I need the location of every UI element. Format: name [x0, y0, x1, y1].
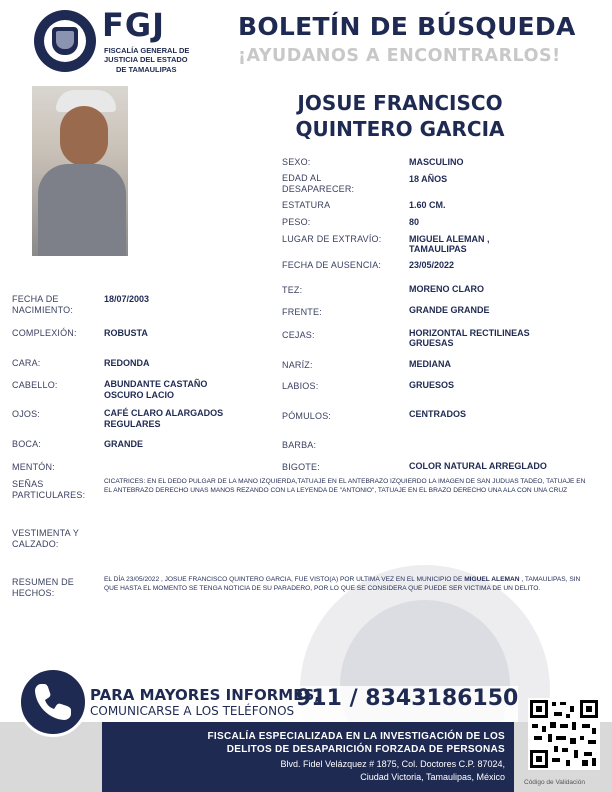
nariz-value: MEDIANA: [409, 359, 451, 369]
resumen-label-l2: HECHOS:: [12, 588, 55, 598]
footer-address-1: Blvd. Fidel Velázquez # 1875, Col. Doctores C.P. 87024,: [280, 759, 505, 769]
resumen-text-part2: MIGUEL ALEMAN: [464, 576, 520, 583]
cejas-label: CEJAS:: [282, 330, 315, 340]
tez-label: TEZ:: [282, 285, 303, 295]
person-name-line2: QUINTERO GARCIA: [295, 117, 505, 141]
cabello-value-l2: OSCURO LACIO: [104, 390, 175, 400]
edad-label-l2: DESAPARECER:: [282, 184, 355, 194]
nacimiento-value: 18/07/2003: [104, 294, 150, 304]
boca-label: BOCA:: [12, 439, 42, 449]
sexo-value: MASCULINO: [409, 157, 464, 167]
barba-label: BARBA:: [282, 440, 317, 450]
edad-value: 18 AÑOS: [409, 174, 448, 184]
fecha-ausencia-value: 23/05/2022: [409, 260, 455, 270]
complexion-value: ROBUSTA: [104, 328, 148, 338]
vestimenta-label-l1: VESTIMENTA Y: [12, 528, 80, 538]
senas-label-l1: SEÑAS: [12, 479, 44, 489]
pomulos-label: PÓMULOS:: [282, 411, 332, 421]
boca-value: GRANDE: [104, 439, 144, 449]
footer-line2: DELITOS DE DESAPARICIÓN FORZADA DE PERSONAS: [226, 744, 505, 755]
logo-sub-3: DE TAMAULIPAS: [116, 65, 177, 74]
resumen-text-part1: EL DÍA 23/05/2022 , JOSUE FRANCISCO QUINTERO GARCIA, FUE VISTO(A) POR ULTIMA VEZ EN EL MUNICIPIO DE: [104, 576, 465, 583]
tez-value: MORENO CLARO: [409, 284, 484, 294]
contact-line2: COMUNICARSE A LOS TELÉFONOS: [90, 704, 295, 718]
labios-label: LABIOS:: [282, 381, 319, 391]
frente-label: FRENTE:: [282, 307, 322, 317]
senas-text: CICATRICES: EN EL DEDO PULGAR DE LA MANO IZQUIERDA,TATUAJE EN EL ANTEBRAZO IZQUIERDO LA IMAGEN DE SAN JUDUAS TADEO, TATUAJE EN EL ANTEBRAZO DERECHO UNAS MANOS REZANDO CON LA LEYENDA DE "ANTONIO", TATUAJE EN EL BRAZO DERECHO UNA ALA CON UNA CRUZ: [104, 478, 586, 494]
ojos-value-l1: CAFÉ CLARO ALARGADOS: [104, 408, 224, 418]
cejas-value-l2: GRUESAS: [409, 338, 454, 348]
resumen-text: [104, 575, 586, 593]
qr-code: [528, 698, 600, 770]
logo-sub-2: JUSTICIA DEL ESTADO: [104, 55, 188, 64]
edad-label-l1: EDAD AL: [282, 173, 322, 183]
senas-label-l2: PARTICULARES:: [12, 490, 86, 500]
logo-sub-1: FISCALÍA GENERAL DE: [104, 46, 190, 55]
ojos-value-l2: REGULARES: [104, 419, 161, 429]
fecha-ausencia-label: FECHA DE AUSENCIA:: [282, 260, 382, 270]
nacimiento-label-l1: FECHA DE: [12, 294, 59, 304]
resumen-text-part3: , TAMAULIPAS, SIN QUE HASTA EL MOMENTO SE TENGA NOTICIA DE SU PARADERO, POR LO QUE SE CONSIDERA QUE PUEDE SER VICTIMA DE UN DELITO.: [104, 576, 581, 592]
person-name-line1: JOSUE FRANCISCO: [297, 91, 503, 115]
person-photo: [32, 86, 128, 256]
bigote-label: BIGOTE:: [282, 462, 320, 472]
resumen-label-l1: RESUMEN DE: [12, 577, 75, 587]
contact-phones: 911 / 8343186150: [296, 686, 519, 711]
phone-icon: [18, 667, 88, 737]
cejas-value-l1: HORIZONTAL RECTILINEAS: [409, 328, 530, 338]
nariz-label: NARÍZ:: [282, 360, 313, 370]
lugar-value-l1: MIGUEL ALEMAN ,: [409, 234, 490, 244]
cara-label: CARA:: [12, 358, 41, 368]
peso-value: 80: [409, 217, 420, 227]
menton-label: MENTÓN:: [12, 462, 55, 472]
logo-text: FGJ: [102, 6, 166, 44]
complexion-label: COMPLEXIÓN:: [12, 328, 77, 338]
footer-address-2: Ciudad Victoria, Tamaulipas, México: [360, 772, 505, 782]
labios-value: GRUESOS: [409, 380, 455, 390]
ojos-label: OJOS:: [12, 409, 41, 419]
peso-label: PESO:: [282, 217, 311, 227]
cara-value: REDONDA: [104, 358, 150, 368]
vestimenta-label-l2: CALZADO:: [12, 539, 59, 549]
pomulos-value: CENTRADOS: [409, 409, 467, 419]
fgj-logo: [30, 8, 200, 80]
bigote-value: COLOR NATURAL ARREGLADO: [409, 461, 547, 471]
cabello-value-l1: ABUNDANTE CASTAÑO: [104, 379, 208, 389]
lugar-value-l2: TAMAULIPAS: [409, 244, 467, 254]
seal-icon: [34, 10, 96, 72]
nacimiento-label-l2: NACIMIENTO:: [12, 305, 74, 315]
bulletin-title: BOLETÍN DE BÚSQUEDA: [238, 12, 576, 41]
lugar-label: LUGAR DE EXTRAVÍO:: [282, 234, 382, 244]
bulletin-subtitle: ¡AYUDANOS A ENCONTRARLOS!: [238, 46, 561, 66]
frente-value: GRANDE GRANDE: [409, 305, 490, 315]
footer-line1: FISCALÍA ESPECIALIZADA EN LA INVESTIGACIÓN DE LOS: [207, 731, 505, 742]
qr-label: Código de Validación: [524, 779, 585, 786]
estatura-value: 1.60 CM.: [409, 200, 446, 210]
sexo-label: SEXO:: [282, 157, 311, 167]
estatura-label: ESTATURA: [282, 200, 331, 210]
contact-line1: PARA MAYORES INFORMES,: [90, 686, 320, 704]
cabello-label: CABELLO:: [12, 380, 58, 390]
